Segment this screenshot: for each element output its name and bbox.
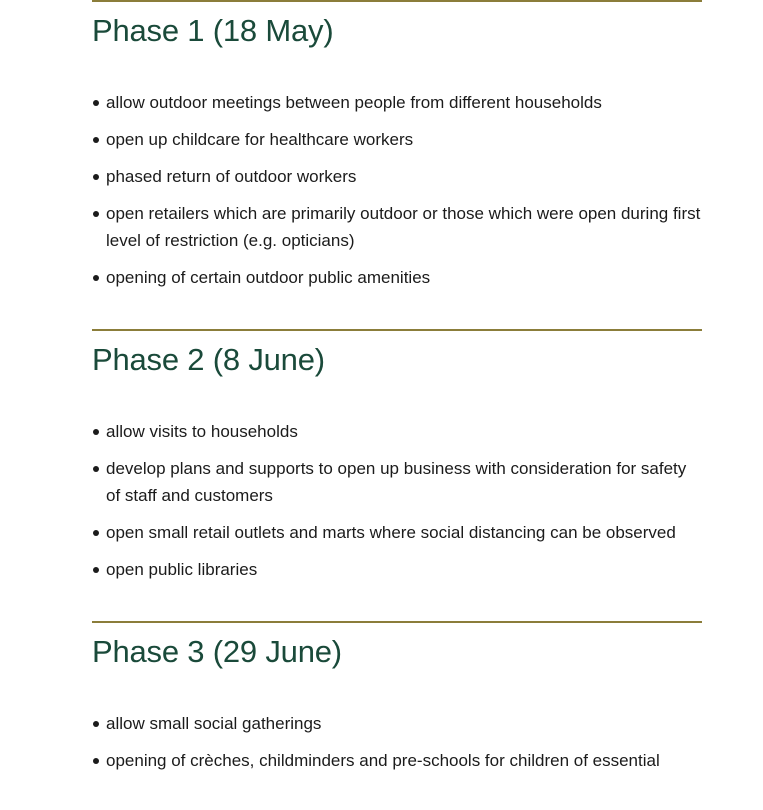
phase-section-2 — [92, 329, 702, 583]
list-item — [92, 89, 702, 116]
list-item — [92, 126, 702, 153]
list-item-text: open retailers which are primarily outdoor or those which were open during first level of restriction (e.g. opticians) — [106, 204, 701, 250]
list-item-text: open public libraries — [106, 560, 258, 579]
list-item-text: develop plans and supports to open up business with consideration for safety of staff and customers — [106, 459, 687, 505]
list-item — [92, 418, 702, 445]
list-item-text: allow outdoor meetings between people from different households — [106, 93, 602, 112]
list-item — [92, 455, 702, 509]
phase-section-1 — [92, 0, 702, 291]
list-item-text: open small retail outlets and marts where social distancing can be observed — [106, 523, 676, 542]
phase-title: Phase 3 (29 June) — [92, 634, 342, 669]
bullet-icon — [93, 429, 99, 435]
list-item — [92, 747, 702, 774]
phase-title: Phase 2 (8 June) — [92, 342, 325, 377]
list-item-text: allow small social gatherings — [106, 714, 322, 733]
list-item — [92, 519, 702, 546]
list-item — [92, 200, 702, 254]
bullet-icon — [93, 721, 99, 727]
bullet-icon — [93, 567, 99, 573]
list-item-text: phased return of outdoor workers — [106, 167, 357, 186]
phase-list — [92, 418, 702, 583]
phase-section-3 — [92, 621, 702, 774]
bullet-icon — [93, 137, 99, 143]
bullet-icon — [93, 211, 99, 217]
list-item — [92, 163, 702, 190]
list-item-text: opening of certain outdoor public amenities — [106, 268, 431, 287]
phase-list — [92, 710, 702, 774]
list-item-text: opening of crèches, childminders and pre-schools for children of essential — [106, 751, 660, 770]
bullet-icon — [93, 466, 99, 472]
bullet-icon — [93, 275, 99, 281]
bullet-icon — [93, 100, 99, 106]
phase-list — [92, 89, 702, 291]
list-item — [92, 556, 702, 583]
bullet-icon — [93, 530, 99, 536]
list-item-text: open up childcare for healthcare workers — [106, 130, 414, 149]
phase-title: Phase 1 (18 May) — [92, 13, 334, 48]
bullet-icon — [93, 174, 99, 180]
bullet-icon — [93, 758, 99, 764]
list-item — [92, 264, 702, 291]
phases-content — [92, 0, 702, 784]
list-item — [92, 710, 702, 737]
list-item-text: allow visits to households — [106, 422, 298, 441]
